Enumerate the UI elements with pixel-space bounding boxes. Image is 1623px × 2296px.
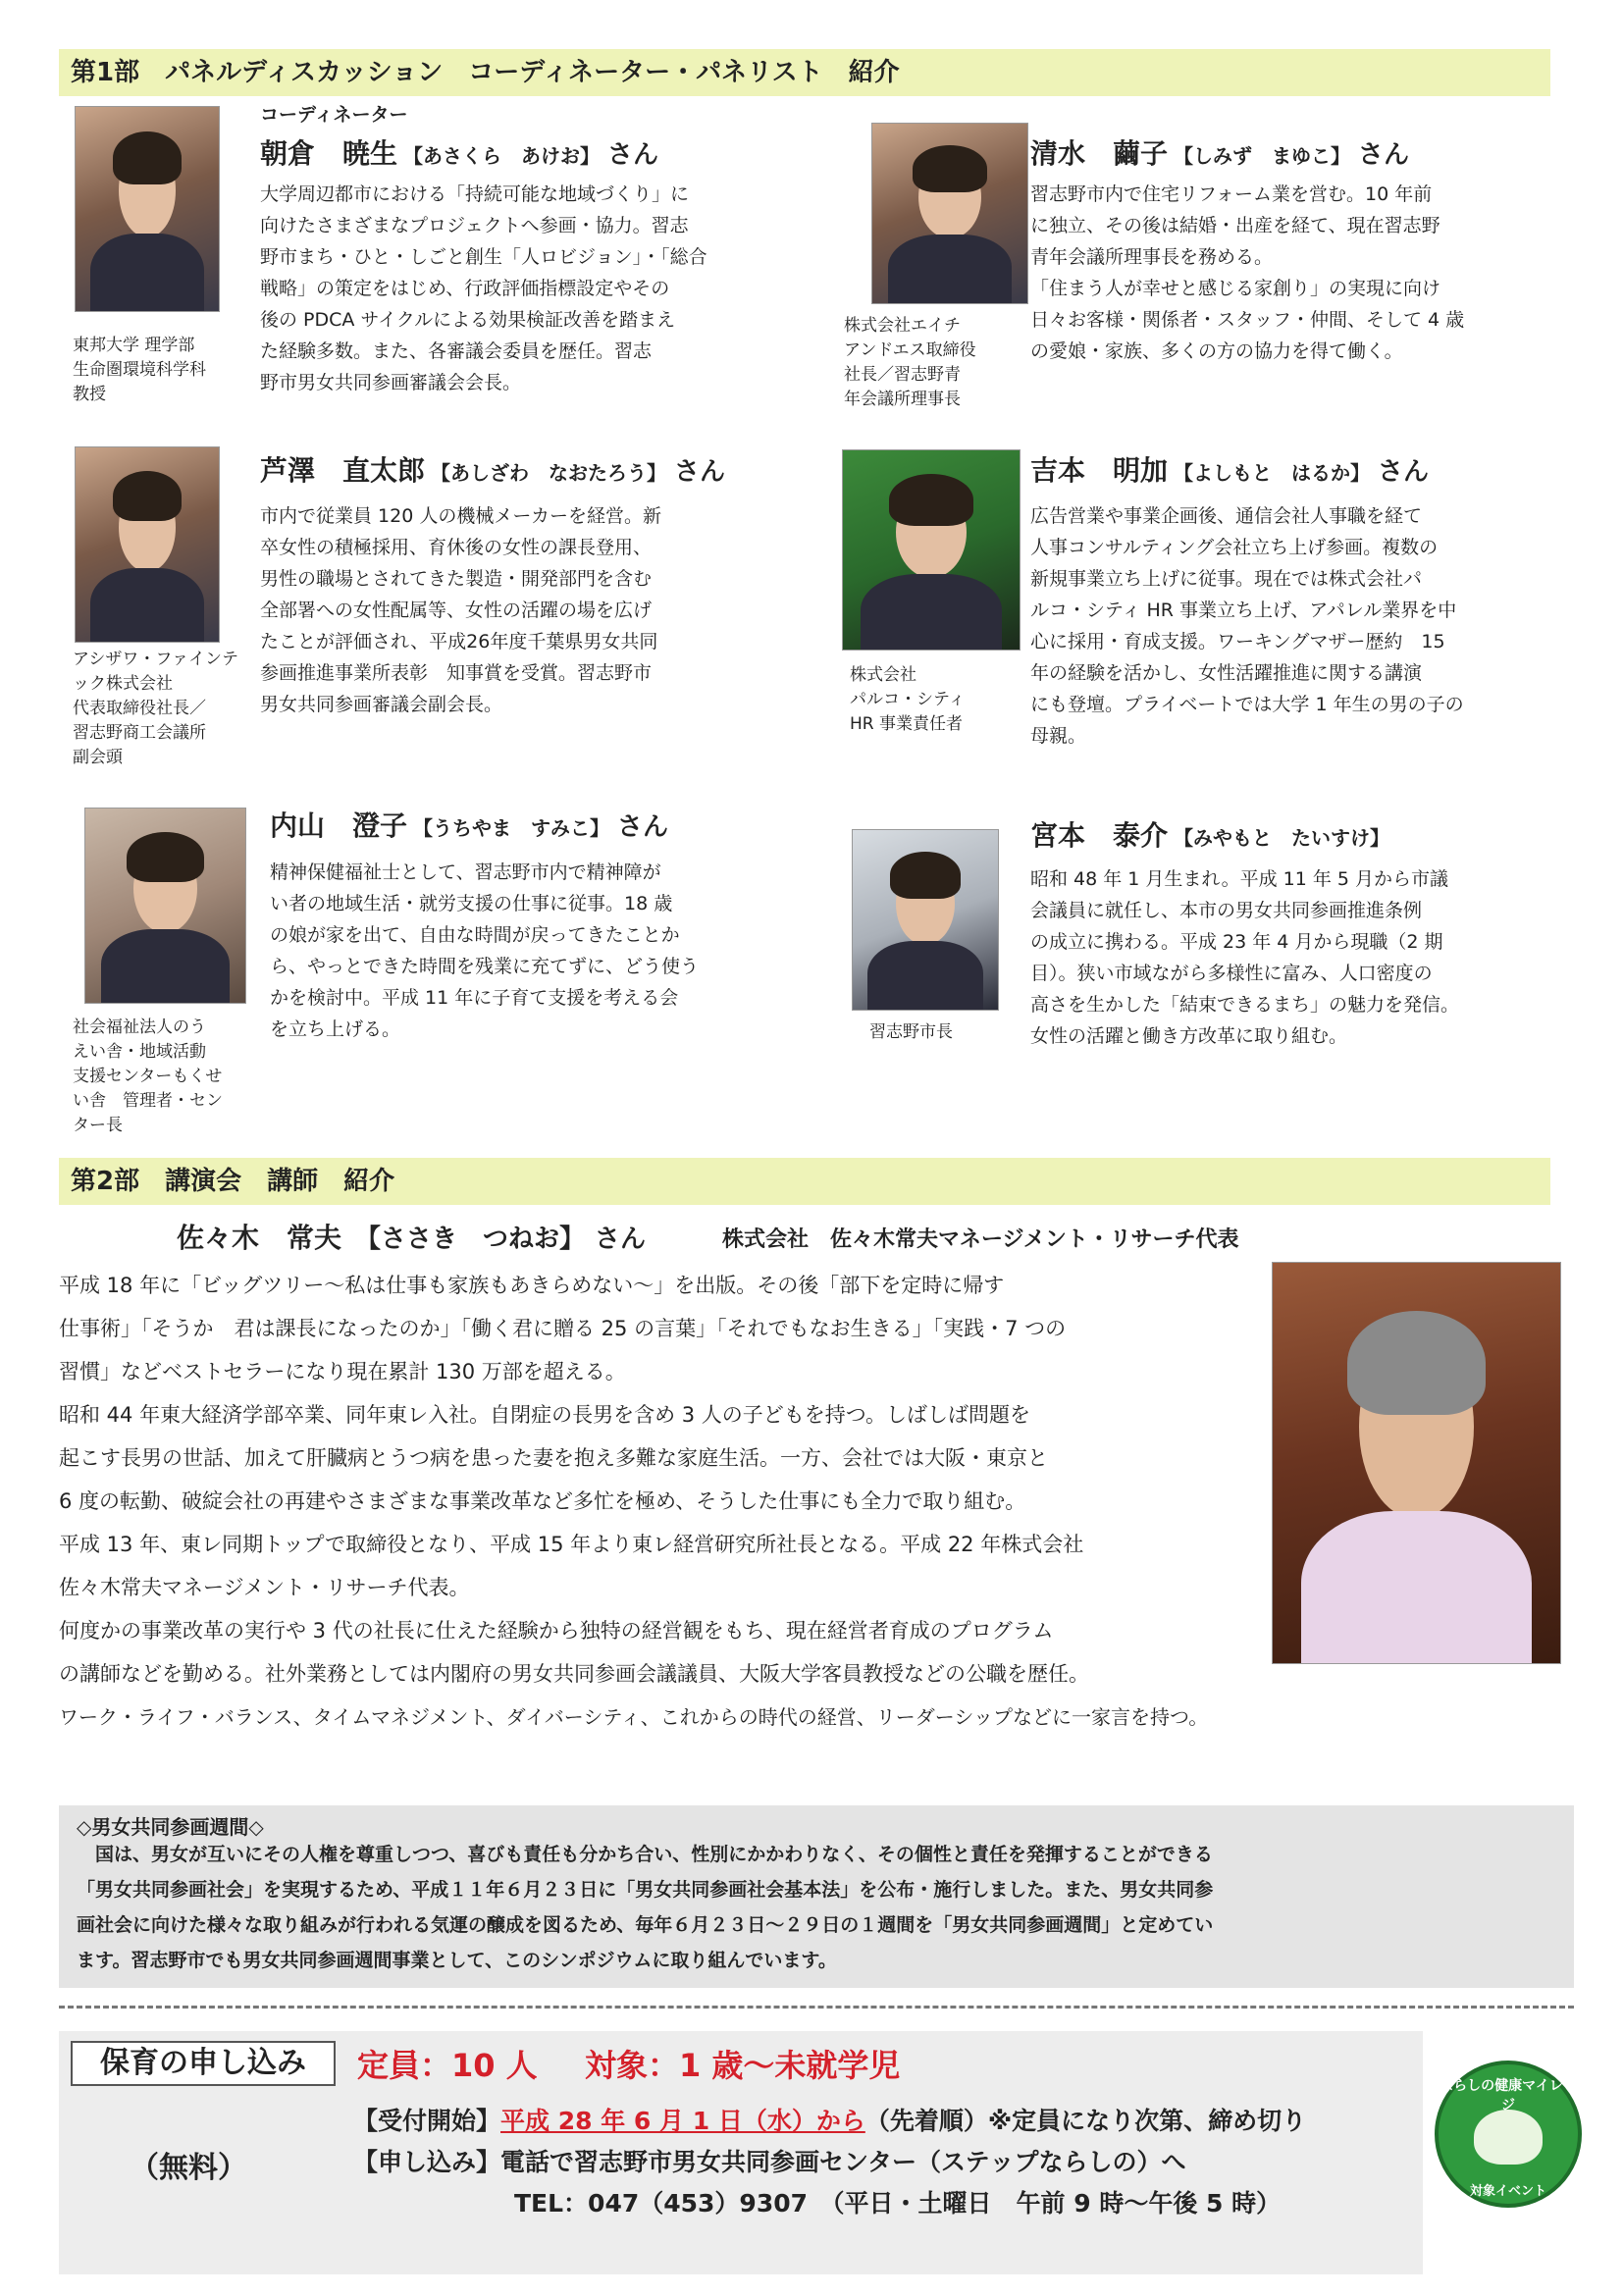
childcare-apply: 【申し込み】電話で習志野市男女共同参画センター（ステップならしの）へ <box>353 2148 1186 2176</box>
affiliation-yoshimoto: 株式会社 パルコ・シティ HR 事業責任者 <box>850 665 966 734</box>
affiliation-uchiyama: 社会福祉法人のう えい舎・地域活動 支援センターもくせ い舎 管理者・セン ター長 <box>73 1018 223 1135</box>
speaker-name: 佐々木 常夫 【ささき つねお】 さん <box>177 1222 647 1254</box>
notice-body: 国は、男女が互いにその人権を尊重しつつ、喜びも責任も分かち合い、性別にかかわりなく、その個性と責任を発揮することができる 「男女共同参画社会」を実現するため、平成１１年６月２３日に「男女共同参画社会基本法」を公布・施行しました。また、男女共同参 画社会に向けた様々な取り組みが行われる気運の醸成を図るため、毎年６月２３日～２９日の１週間を「男女共同参画週間」と定めてい ます。習志野市でも男女共同参画週間事業として、このシンポジウムに取り組んでいます。 <box>77 1844 1214 1971</box>
frog-mascot-icon <box>1474 2110 1543 2165</box>
description-yoshimoto: 広告営業や事業企画後、通信会社人事職を経て 人事コンサルティング会社立ち上げ参画。複数の 新規事業立ち上げに従事。現在では株式会社パ ルコ・シティ HR 事業立ち上げ、アパレル業界を中 心に採用・育成支援。ワーキングマザー歴約 15 年の経験を活かし、女性活躍推進に関する講演 にも登壇。プライベートでは大学 1 年生の男の子の 母親。 <box>1030 505 1464 747</box>
person-name-shimizu: 清水 繭子 【しみず まゆこ】 さん <box>1030 137 1410 170</box>
childcare-capacity: 定員：10 人 <box>357 2047 538 2084</box>
logo-subtext: 対象イベント <box>1469 2184 1546 2199</box>
speaker-organization: 株式会社 佐々木常夫マネージメント・リサーチ代表 <box>722 1227 1239 1252</box>
affiliation-shimizu: 株式会社エイチ アンドエス取締役 社長／習志野青 年会議所理事長 <box>844 316 976 409</box>
description-asakura: 大学周辺都市における「持続可能な地域づくり」に 向けたさまざまなプロジェクトへ参画・協力。習志 野市まち・ひと・しごと創生「人ロビジョン」・「総合 戦略」の策定をはじめ、行政評価指標設定やその 後の PDCA サイクルによる効果検証改善を踏まえ た経験多数。また、各審議会委員を歴任。習志 野市男女共同参画審議会会長。 <box>260 183 707 393</box>
yoshimoto-photo <box>842 449 1021 651</box>
description-ashizawa: 市内で従業員 120 人の機械メーカーを経営。新 卒女性の積極採用、育休後の女性の課長登用、 男性の職場とされてきた製造・開発部門を含む 全部署への女性配属等、女性の活躍の場を広げ たことが評価され、平成26年度千葉県男女共同 参画推進事業所表彰 知事賞を受賞。習志野市 男女共同参画審議会副会長。 <box>260 505 661 715</box>
ashizawa-photo <box>75 446 220 643</box>
logo-text: ならしの健康マイレージ <box>1440 2078 1577 2113</box>
childcare-label: 保育の申し込み <box>71 2041 336 2086</box>
person-name-asakura: 朝倉 暁生 【あさくら あけお】 さん <box>260 137 659 170</box>
affiliation-miyamoto: 習志野市長 <box>869 1022 953 1042</box>
person-name-yoshimoto: 吉本 明加 【よしもと はるか】 さん <box>1030 454 1430 487</box>
coordinator-role-label: コーディネーター <box>260 104 408 126</box>
description-shimizu: 習志野市内で住宅リフォーム業を営む。10 年前 に独立、その後は結婚・出産を経て、現在習志野 青年会議所理事長を務める。 「住まう人が幸せと感じる家創り」の実現に向け 日々お客様・関係者・スタッフ・仲間、そして 4 歳 の愛娘・家族、多くの方の協力を得て働く。 <box>1030 183 1465 362</box>
affiliation-asakura: 東邦大学 理学部 生命圏環境科学科 教授 <box>73 336 206 404</box>
description-miyamoto: 昭和 48 年 1 月生まれ。平成 11 年 5 月から市議 会議員に就任し、本市の男女共同参画推進条例 の成立に携わる。平成 23 年 4 月から現職（2 期 目）。狭い市域ながら多様性に富み、人口密度の 高さを生かした「結束できるまち」の魅力を発信。 女性の活躍と働き方改革に取り組む。 <box>1030 868 1460 1047</box>
shimizu-photo <box>871 123 1028 304</box>
childcare-tel: TEL：047（453）9307 （平日・土曜日 午前 9 時～午後 5 時） <box>514 2189 1282 2218</box>
cut-line-divider <box>59 2006 1574 2009</box>
person-name-uchiyama: 内山 澄子 【うちやま すみこ】 さん <box>270 809 669 842</box>
uchiyama-photo <box>84 808 246 1004</box>
part1-header: 第1部 パネルディスカッション コーディネーター・パネリスト 紹介 <box>71 58 900 87</box>
speaker-bio: 平成 18 年に「ビッグツリー～私は仕事も家族もあきらめない～」を出版。その後「部下を定時に帰す 仕事術」「そうか 君は課長になったのか」「働く君に贈る 25 の言葉」「それでもなお生きる」「実践・7 つの 習慣」などベストセラーになり現在累計 130 万部を超える。 昭和 44 年東大経済学部卒業、同年東レ入社。自閉症の長男を含め 3 人の子どもを持つ。しばしば問題を 起こす長男の世話、加えて肝臓病とうつ病を患った妻を抱え多難な家庭生活。一方、会社では大阪・東京と 6 度の転勤、破綻会社の再建やさまざまな事業改革など多忙を極め、そうした仕事にも全力で取り組む。 平成 13 年、東レ同期トップで取締役となり、平成 15 年より東レ経営研究所社長となる。平成 22 年株式会社 佐々木常夫マネージメント・リサーチ代表。 何度かの事業改革の実行や 3 代の社長に仕えた経験から独特の経営観をもち、現在経営者育成のプログラム の講師などを勤める。社外業務としては内閣府の男女共同参画会議議員、大阪大学客員教授などの公職を歴任。 ワーク・ライフ・バランス、タイムマネジメント、ダイバーシティ、これからの時代の経営、リーダーシップなどに一家言を持つ。 <box>59 1274 1209 1729</box>
sasaki-photo <box>1272 1262 1561 1664</box>
asakura-photo <box>75 106 220 312</box>
person-name-ashizawa: 芦澤 直太郎 【あしざわ なおたろう】 さん <box>260 454 726 487</box>
affiliation-ashizawa: アシザワ・ファインテ ック株式会社 代表取締役社長／ 習志野商工会議所 副会頭 <box>73 650 238 767</box>
childcare-target: 対象：1 歳～未就学児 <box>585 2047 901 2084</box>
miyamoto-photo <box>852 829 999 1011</box>
person-name-miyamoto: 宮本 泰介 【みやもと たいすけ】 <box>1030 819 1390 852</box>
part2-header: 第2部 講演会 講師 紹介 <box>71 1167 395 1196</box>
notice-title: ◇男女共同参画週間◇ <box>77 1815 264 1839</box>
childcare-reception: 【受付開始】平成 28 年 6 月 1 日（水）から（先着順）※定員になり次第、締め切り <box>353 2107 1307 2135</box>
description-uchiyama: 精神保健福祉士として、習志野市内で精神障が い者の地域生活・就労支援の仕事に従事。18 歳 の娘が家を出て、自由な時間が戻ってきたことか ら、やっとできた時間を残業に充てずに、どう使う かを検討中。平成 11 年に子育て支援を考える会 を立ち上げる。 <box>270 861 700 1040</box>
childcare-free: （無料） <box>130 2151 247 2185</box>
